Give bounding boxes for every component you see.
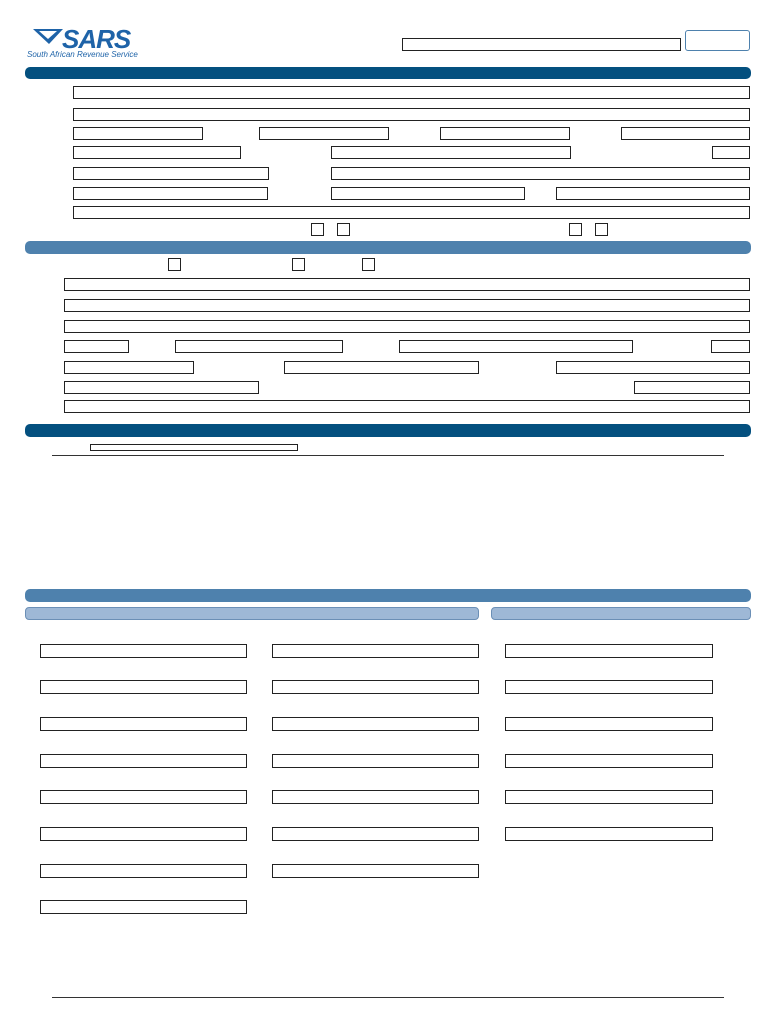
s1-field-row4-c[interactable] [712, 146, 750, 159]
s1-field-row2[interactable] [73, 108, 750, 121]
s4-col2-field-3[interactable] [272, 717, 479, 731]
s2-checkbox-2[interactable] [292, 258, 305, 271]
s1-field-row1[interactable] [73, 86, 750, 99]
s1-field-row4-a[interactable] [73, 146, 241, 159]
section-1-band [25, 67, 751, 79]
s3-field-1[interactable] [90, 444, 298, 451]
s4-col2-field-1[interactable] [272, 644, 479, 658]
s2-field-row3[interactable] [64, 320, 750, 333]
s2-field-row4-d[interactable] [711, 340, 750, 353]
s1-field-row3-d[interactable] [621, 127, 750, 140]
s2-field-row7[interactable] [64, 400, 750, 413]
s2-field-row4-b[interactable] [175, 340, 343, 353]
s4-col3-field-1[interactable] [505, 644, 713, 658]
s2-field-row2[interactable] [64, 299, 750, 312]
s1-field-row6-c[interactable] [556, 187, 750, 200]
s4-col1-field-7[interactable] [40, 864, 247, 878]
s1-checkbox-1[interactable] [311, 223, 324, 236]
header-reference-field[interactable] [402, 38, 681, 51]
s4-col3-field-4[interactable] [505, 754, 713, 768]
s2-field-row1[interactable] [64, 278, 750, 291]
s4-col3-field-2[interactable] [505, 680, 713, 694]
section-3-band [25, 424, 751, 437]
logo-subtitle: South African Revenue Service [27, 50, 138, 59]
s2-field-row4-c[interactable] [399, 340, 633, 353]
s4-col3-field-3[interactable] [505, 717, 713, 731]
s1-field-row5-b[interactable] [331, 167, 750, 180]
s1-checkbox-2[interactable] [337, 223, 350, 236]
s2-field-row6-b[interactable] [634, 381, 750, 394]
s2-field-row5-a[interactable] [64, 361, 194, 374]
sars-arrow-icon [33, 27, 63, 45]
s2-field-row4-a[interactable] [64, 340, 129, 353]
s1-field-row6-b[interactable] [331, 187, 525, 200]
s4-col1-field-1[interactable] [40, 644, 247, 658]
s4-col3-field-5[interactable] [505, 790, 713, 804]
s4-col2-field-2[interactable] [272, 680, 479, 694]
s1-field-row6-a[interactable] [73, 187, 268, 200]
s4-col1-field-8[interactable] [40, 900, 247, 914]
footer-divider [52, 997, 724, 998]
s4-col2-field-4[interactable] [272, 754, 479, 768]
s4-col3-field-6[interactable] [505, 827, 713, 841]
section-4-band [25, 589, 751, 602]
s1-field-row3-c[interactable] [440, 127, 570, 140]
s1-field-row5-a[interactable] [73, 167, 269, 180]
s4-col2-field-7[interactable] [272, 864, 479, 878]
section-4-subband-left [25, 607, 479, 620]
s3-divider [52, 455, 724, 456]
s2-checkbox-1[interactable] [168, 258, 181, 271]
s4-col1-field-5[interactable] [40, 790, 247, 804]
header-action-button[interactable] [685, 30, 750, 51]
s1-field-row3-a[interactable] [73, 127, 203, 140]
section-2-band [25, 241, 751, 254]
s4-col1-field-3[interactable] [40, 717, 247, 731]
s4-col1-field-4[interactable] [40, 754, 247, 768]
s2-checkbox-3[interactable] [362, 258, 375, 271]
s4-col1-field-6[interactable] [40, 827, 247, 841]
s1-checkbox-4[interactable] [595, 223, 608, 236]
s4-col2-field-5[interactable] [272, 790, 479, 804]
section-4-subband-right [491, 607, 751, 620]
s4-col2-field-6[interactable] [272, 827, 479, 841]
logo-wordmark: SARS [62, 24, 131, 54]
s2-field-row5-b[interactable] [284, 361, 479, 374]
s2-field-row5-c[interactable] [556, 361, 750, 374]
s1-checkbox-3[interactable] [569, 223, 582, 236]
s2-field-row6-a[interactable] [64, 381, 259, 394]
s4-col1-field-2[interactable] [40, 680, 247, 694]
s1-field-row7[interactable] [73, 206, 750, 219]
s1-field-row4-b[interactable] [331, 146, 571, 159]
s1-field-row3-b[interactable] [259, 127, 389, 140]
